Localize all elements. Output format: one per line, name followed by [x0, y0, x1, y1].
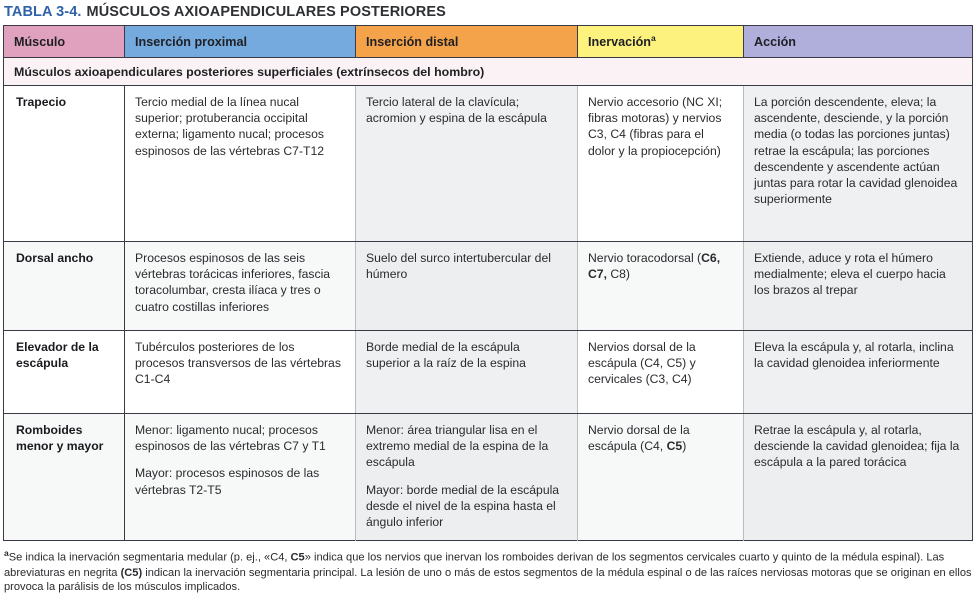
- cell-innervation: [578, 414, 744, 541]
- innervation-text: Nervios dorsal de la escápula (C4, C5) y cervicales (C3, C4): [588, 340, 696, 387]
- cell-distal: Tercio lateral de la clavícula; acromion y espina de la escápula: [356, 86, 578, 242]
- footnote-part1: Se indica la inervación segmentaria medular (p. ej., «C4,: [8, 551, 291, 564]
- cell-proximal: Tercio medial de la línea nucal superior; protuberancia occipital externa; ligamento nucal; procesos espinosos de las vértebras C7-T12: [125, 86, 356, 242]
- cell-action: Retrae la escápula y, al rotarla, desciende la cavidad glenoidea; fija la escápula a la pared torácica: [744, 414, 973, 541]
- cell-action: La porción descendente, eleva; la ascendente, desciende, y la porción media (o todas las porciones juntas) retrae la escápula; las porciones descendente y ascendente actúan juntas para rotar la cavidad glenoidea superiormente: [744, 86, 973, 242]
- cell-action: Eleva la escápula y, al rotarla, inclina la cavidad glenoidea inferiormente: [744, 331, 973, 414]
- page-title: [0, 0, 977, 25]
- cell-muscle: Trapecio: [4, 86, 125, 242]
- cell-distal-part2: Mayor: borde medial de la escápula desde el nivel de la espina hasta el ángulo inferior: [366, 482, 560, 530]
- column-header-inervacion: [578, 26, 744, 58]
- innervation-bold: C5: [666, 439, 683, 454]
- footnote-marker: a: [4, 548, 9, 559]
- section-subheader-label: Músculos axioapendiculares posteriores superficiales (extrínsecos del hombro): [4, 58, 973, 86]
- table-row: [4, 242, 973, 331]
- cell-proximal-part2: Mayor: procesos espinosos de las vértebras T2-T5: [135, 466, 320, 497]
- column-header-musculo: Músculo: [4, 26, 125, 58]
- column-header-insercion-distal: Inserción distal: [356, 26, 578, 58]
- cell-innervation: [578, 242, 744, 331]
- innervation-text-post: C8): [606, 267, 630, 282]
- table-row: [4, 86, 973, 242]
- innervation-bold: C6, C7,: [588, 251, 721, 282]
- table-footnote: [4, 546, 974, 594]
- cell-innervation: [578, 331, 744, 414]
- cell-proximal: [125, 414, 356, 541]
- table-title-text: MÚSCULOS AXIOAPENDICULARES POSTERIORES: [86, 4, 446, 20]
- footnote-bold1: C5: [290, 551, 305, 564]
- cell-muscle: Romboides menor y mayor: [4, 414, 125, 541]
- table-row: [4, 331, 973, 414]
- cell-innervation: [578, 86, 744, 242]
- cell-distal: Suelo del surco intertubercular del húmero: [356, 242, 578, 331]
- footnote-part2: » indica que los nervios que inervan los romboides derivan de los segmentos cervicales cuarto y quinto de la médula espinal). Las abreviaturas en negrita: [4, 551, 945, 579]
- cell-distal-part1: Menor: área triangular lisa en el extremo medial de la espina de la escápula: [366, 423, 549, 470]
- section-subheader-row: [4, 58, 973, 86]
- table-header-row: [4, 26, 973, 58]
- cell-action: Extiende, aduce y rota el húmero medialmente; eleva el cuerpo hacia los brazos al trepar: [744, 242, 973, 331]
- column-header-accion: Acción: [744, 26, 973, 58]
- cell-distal: [356, 414, 578, 541]
- innervation-text: Nervio accesorio (NC XI; fibras motoras) y nervios C3, C4 (fibras para el dolor y la propiocepción): [588, 95, 723, 158]
- table-number: TABLA 3-4.: [4, 4, 82, 20]
- cell-proximal: Procesos espinosos de las seis vértebras torácicas inferiores, fascia toracolumbar, cresta ilíaca y tres o cuatro costillas inferiores: [125, 242, 356, 331]
- cell-muscle: Dorsal ancho: [4, 242, 125, 331]
- innervation-text: Nervio toracodorsal (: [588, 251, 702, 265]
- table-row: [4, 414, 973, 541]
- innervation-text: Nervio dorsal de la escápula (C4,: [588, 423, 690, 454]
- column-header-inervacion-superscript: a: [651, 33, 656, 44]
- footnote-part3: indican la inervación segmentaria principal. La lesión de uno o más de estos segmentos de la médula espinal o de las raíces nerviosas motoras que se originan en ellos provoca la parálisis de los músculos implicados.: [4, 566, 972, 594]
- cell-muscle: Elevador de la escápula: [4, 331, 125, 414]
- innervation-text-post: ): [682, 439, 687, 454]
- muscles-table: [3, 25, 973, 541]
- cell-distal: Borde medial de la escápula superior a la raíz de la espina: [356, 331, 578, 414]
- column-header-inervacion-label: Inervación: [588, 35, 651, 50]
- column-header-insercion-proximal: Inserción proximal: [125, 26, 356, 58]
- cell-proximal-part1: Menor: ligamento nucal; procesos espinosos de las vértebras C7 y T1: [135, 423, 326, 454]
- footnote-bold2: (C5): [120, 566, 143, 579]
- cell-proximal: Tubérculos posteriores de los procesos transversos de las vértebras C1-C4: [125, 331, 356, 414]
